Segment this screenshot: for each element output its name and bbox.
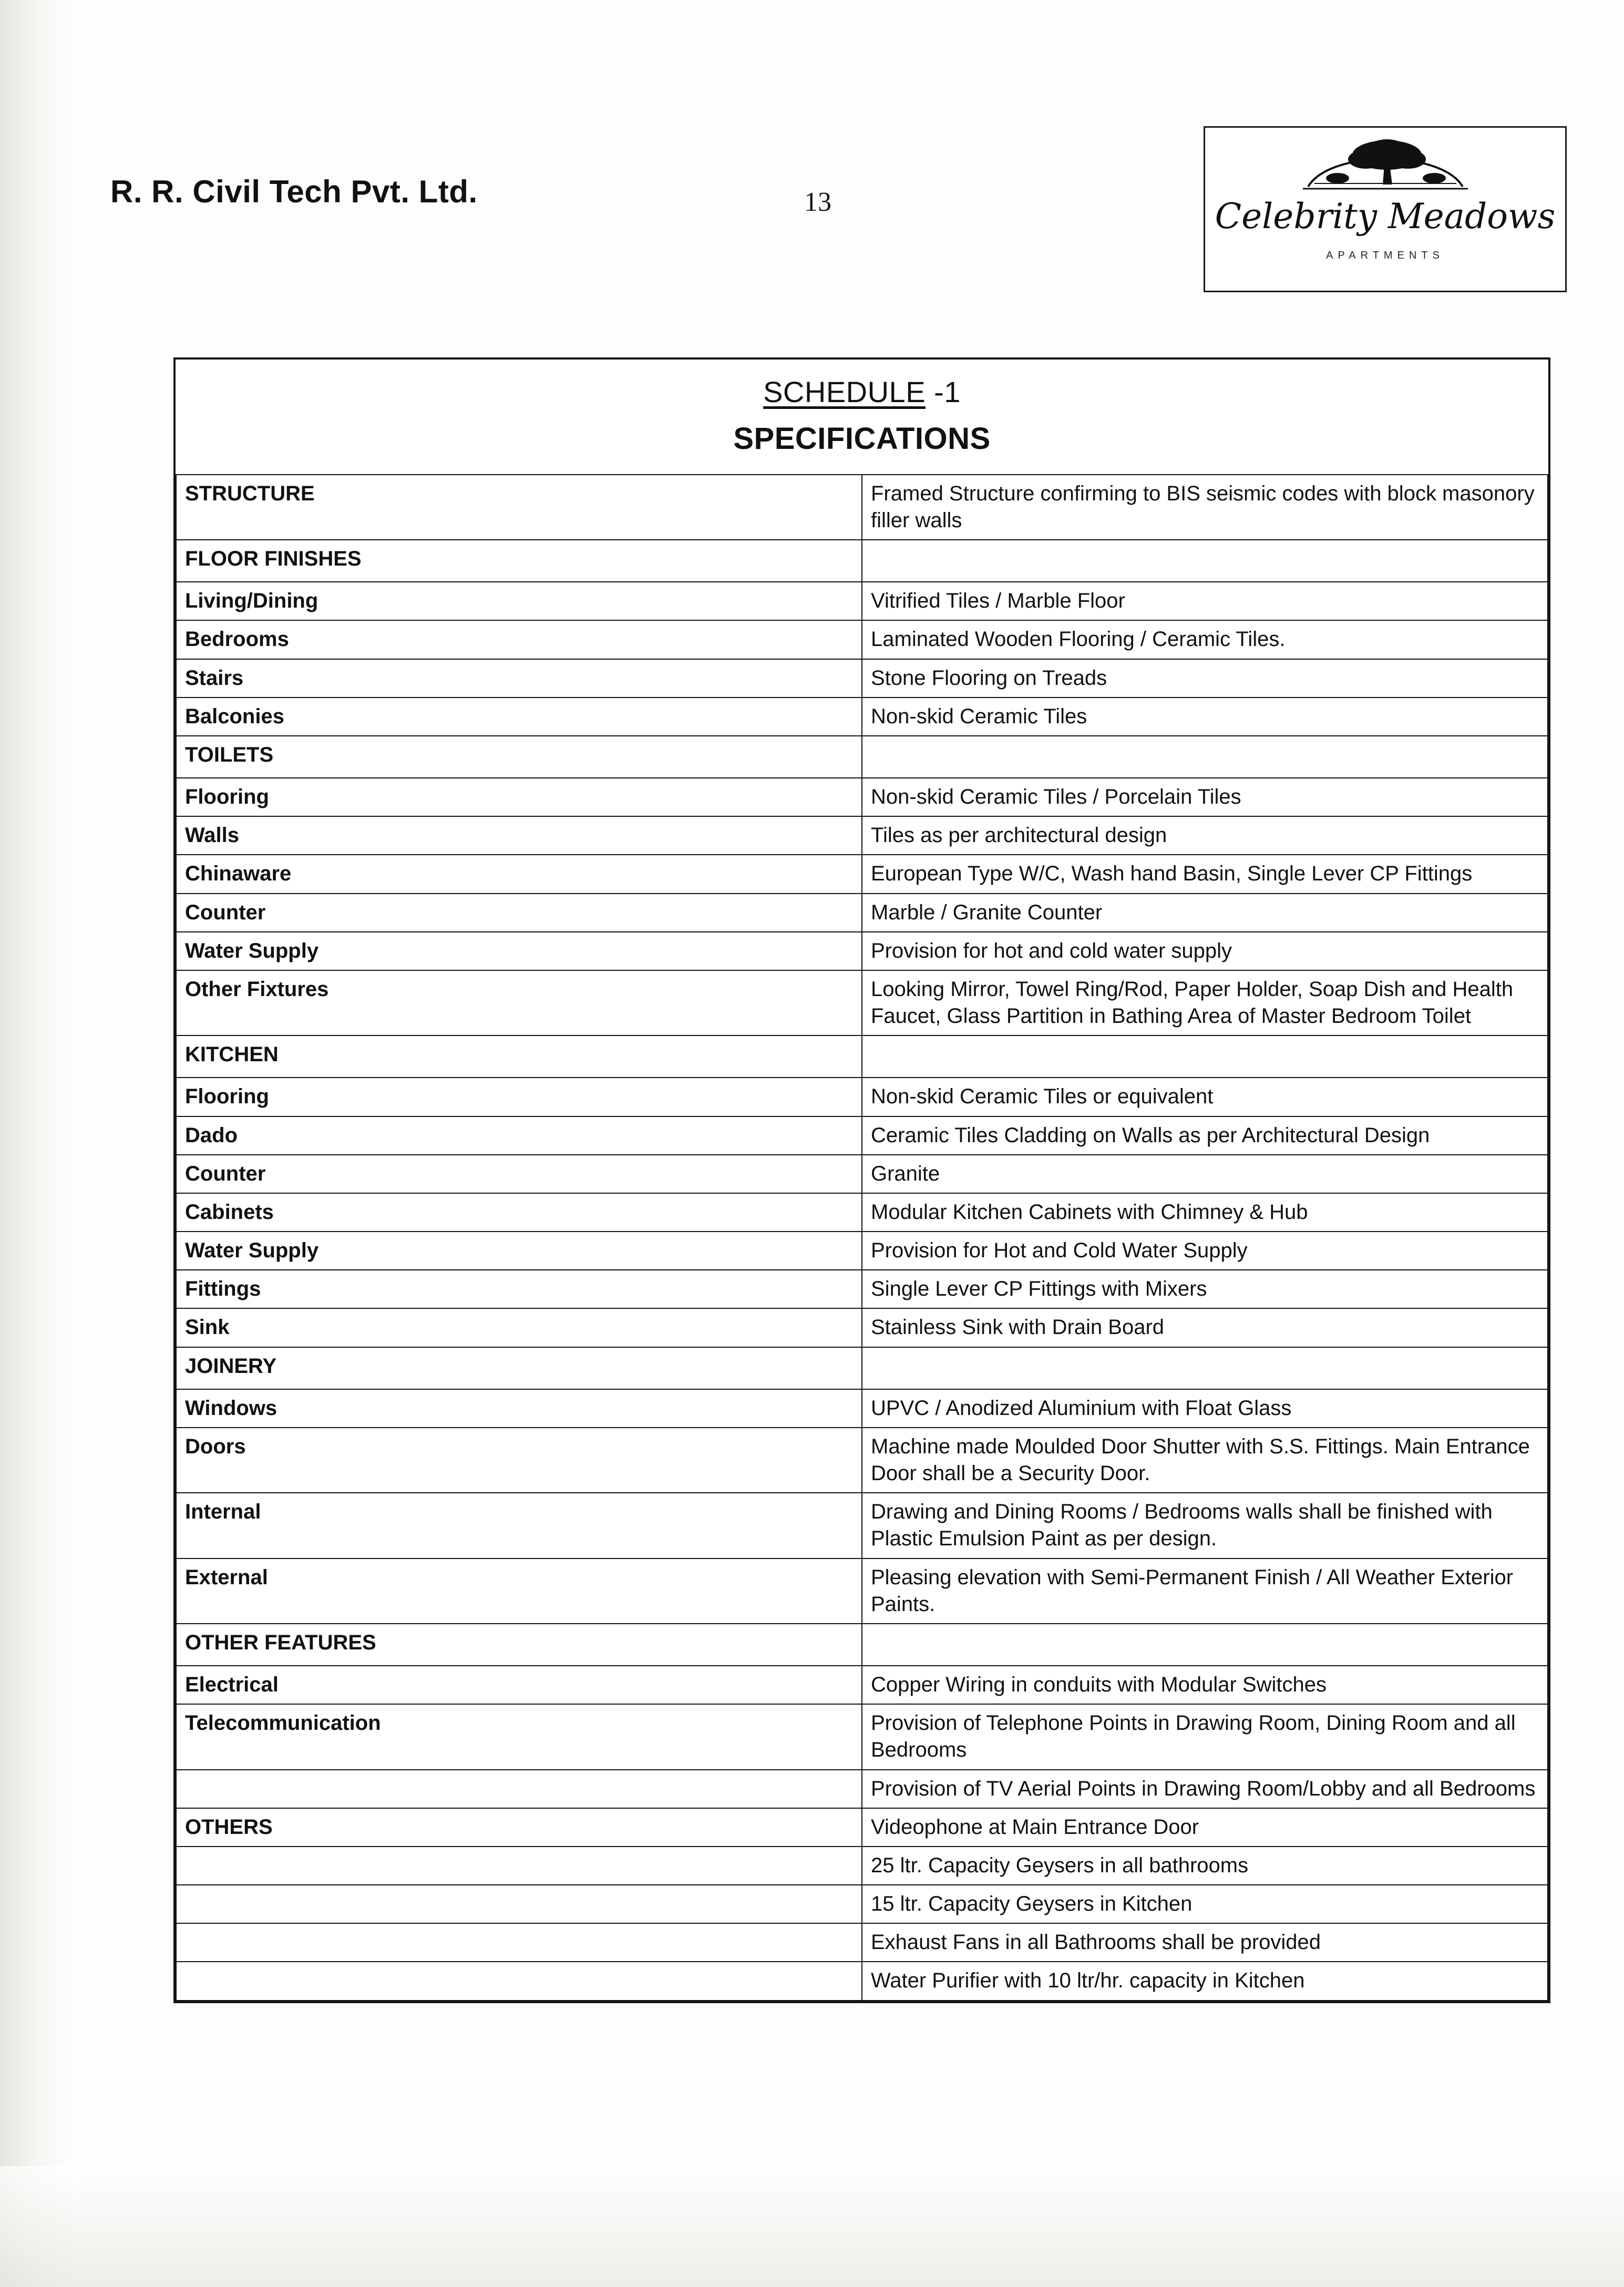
table-title-cell (176, 360, 1548, 475)
table-row (176, 1308, 1548, 1347)
table-row (176, 620, 1548, 659)
row-value: European Type W/C, Wash hand Basin, Single Lever CP Fittings (862, 855, 1548, 893)
row-value: Ceramic Tiles Cladding on Walls as per Architectural Design (862, 1116, 1548, 1155)
table-row (176, 1558, 1548, 1624)
row-label: Doors (176, 1428, 862, 1493)
row-label: Counter (176, 894, 862, 932)
row-label (176, 1962, 862, 2000)
row-value: Exhaust Fans in all Bathrooms shall be provided (862, 1923, 1548, 1962)
row-label: External (176, 1558, 862, 1624)
row-value: Water Purifier with 10 ltr/hr. capacity in Kitchen (862, 1962, 1548, 2000)
table-title-row (176, 360, 1548, 475)
table-row (176, 1193, 1548, 1232)
row-value: Single Lever CP Fittings with Mixers (862, 1270, 1548, 1308)
row-value: 25 ltr. Capacity Geysers in all bathrooms (862, 1847, 1548, 1885)
table-row (176, 1962, 1548, 2000)
row-value: Framed Structure confirming to BIS seismic codes with block masonory filler walls (862, 475, 1548, 540)
table-row (176, 540, 1548, 582)
schedule-title-main: SCHEDULE (763, 375, 926, 408)
row-label: Stairs (176, 659, 862, 698)
row-value: Stone Flooring on Treads (862, 659, 1548, 698)
row-label: Counter (176, 1155, 862, 1193)
row-value: Provision of Telephone Points in Drawing Room, Dining Room and all Bedrooms (862, 1704, 1548, 1769)
row-value: Marble / Granite Counter (862, 894, 1548, 932)
row-label: Dado (176, 1116, 862, 1155)
row-value (862, 1347, 1548, 1389)
table-row (176, 1035, 1548, 1078)
row-label: STRUCTURE (176, 475, 862, 540)
row-value: Provision for hot and cold water supply (862, 932, 1548, 970)
row-label: JOINERY (176, 1347, 862, 1389)
row-value: Pleasing elevation with Semi-Permanent Finish / All Weather Exterior Paints. (862, 1558, 1548, 1624)
table-row (176, 970, 1548, 1035)
row-label: Living/Dining (176, 582, 862, 620)
scan-shadow-bottom (0, 2166, 1624, 2287)
schedule-title-suffix: -1 (926, 375, 961, 408)
scan-shadow-left (0, 0, 79, 2287)
row-label: Chinaware (176, 855, 862, 893)
table-row (176, 736, 1548, 778)
table-row (176, 1347, 1548, 1389)
table-row (176, 894, 1548, 932)
table-row (176, 1666, 1548, 1704)
row-value (862, 736, 1548, 778)
table-row (176, 1389, 1548, 1428)
logo (1204, 126, 1567, 292)
row-value: Vitrified Tiles / Marble Floor (862, 582, 1548, 620)
row-label (176, 1885, 862, 1923)
row-value: Non-skid Ceramic Tiles or equivalent (862, 1078, 1548, 1116)
row-label: Flooring (176, 778, 862, 816)
row-label: Balconies (176, 698, 862, 736)
company-name: R. R. Civil Tech Pvt. Ltd. (110, 174, 478, 209)
row-value: Non-skid Ceramic Tiles / Porcelain Tiles (862, 778, 1548, 816)
table-row (176, 855, 1548, 893)
table-row (176, 1078, 1548, 1116)
table-row (176, 659, 1548, 698)
row-label (176, 1847, 862, 1885)
logo-sub-text: APARTMENTS (1326, 250, 1444, 261)
table-row (176, 475, 1548, 540)
row-label: Walls (176, 816, 862, 855)
table-row (176, 816, 1548, 855)
row-value: 15 ltr. Capacity Geysers in Kitchen (862, 1885, 1548, 1923)
row-value: Provision for Hot and Cold Water Supply (862, 1232, 1548, 1270)
row-value: Tiles as per architectural design (862, 816, 1548, 855)
table-row (176, 1270, 1548, 1308)
row-label: OTHERS (176, 1808, 862, 1847)
row-label (176, 1923, 862, 1962)
row-value: Copper Wiring in conduits with Modular Switches (862, 1666, 1548, 1704)
row-value: Looking Mirror, Towel Ring/Rod, Paper Holder, Soap Dish and Health Faucet, Glass Partition in Bathing Area of Master Bedroom Toilet (862, 970, 1548, 1035)
table-row (176, 1847, 1548, 1885)
row-label: Electrical (176, 1666, 862, 1704)
row-label: Cabinets (176, 1193, 862, 1232)
table-body (176, 360, 1548, 2001)
row-label: Other Fixtures (176, 970, 862, 1035)
table-row (176, 1428, 1548, 1493)
row-value: Drawing and Dining Rooms / Bedrooms walls shall be finished with Plastic Emulsion Paint as per design. (862, 1493, 1548, 1558)
table-row (176, 1116, 1548, 1155)
row-label: Flooring (176, 1078, 862, 1116)
specifications-title: SPECIFICATIONS (733, 421, 991, 456)
row-value (862, 1624, 1548, 1666)
table-row (176, 698, 1548, 736)
row-value: Videophone at Main Entrance Door (862, 1808, 1548, 1847)
table-row (176, 1923, 1548, 1962)
page-number: 13 (804, 187, 831, 217)
row-label: Fittings (176, 1270, 862, 1308)
row-label (176, 1770, 862, 1808)
table-row (176, 1155, 1548, 1193)
row-value: Non-skid Ceramic Tiles (862, 698, 1548, 736)
row-label: TOILETS (176, 736, 862, 778)
row-value: UPVC / Anodized Aluminium with Float Glass (862, 1389, 1548, 1428)
row-value: Provision of TV Aerial Points in Drawing Room/Lobby and all Bedrooms (862, 1770, 1548, 1808)
logo-script-text: Celebrity Meadows (1215, 196, 1556, 237)
row-label: Sink (176, 1308, 862, 1347)
table-row (176, 1232, 1548, 1270)
row-value: Machine made Moulded Door Shutter with S.S. Fittings. Main Entrance Door shall be a Security Door. (862, 1428, 1548, 1493)
document-header (0, 0, 1624, 326)
row-value (862, 540, 1548, 582)
row-label: Bedrooms (176, 620, 862, 659)
row-value: Stainless Sink with Drain Board (862, 1308, 1548, 1347)
row-label: Water Supply (176, 1232, 862, 1270)
table-row (176, 778, 1548, 816)
table-row (176, 1808, 1548, 1847)
row-label: Windows (176, 1389, 862, 1428)
table-row (176, 1885, 1548, 1923)
row-label: KITCHEN (176, 1035, 862, 1078)
row-value: Laminated Wooden Flooring / Ceramic Tiles. (862, 620, 1548, 659)
table-row (176, 582, 1548, 620)
row-label: Internal (176, 1493, 862, 1558)
row-label: OTHER FEATURES (176, 1624, 862, 1666)
schedule-title (176, 373, 1548, 411)
tree-icon (1299, 132, 1472, 195)
row-label: Water Supply (176, 932, 862, 970)
row-label: FLOOR FINISHES (176, 540, 862, 582)
table-row (176, 1624, 1548, 1666)
table-row (176, 1493, 1548, 1558)
row-value: Granite (862, 1155, 1548, 1193)
row-label: Telecommunication (176, 1704, 862, 1769)
table-row (176, 932, 1548, 970)
specifications-table (173, 357, 1550, 2003)
table-row (176, 1770, 1548, 1808)
row-value: Modular Kitchen Cabinets with Chimney & Hub (862, 1193, 1548, 1232)
row-value (862, 1035, 1548, 1078)
table-row (176, 1704, 1548, 1769)
